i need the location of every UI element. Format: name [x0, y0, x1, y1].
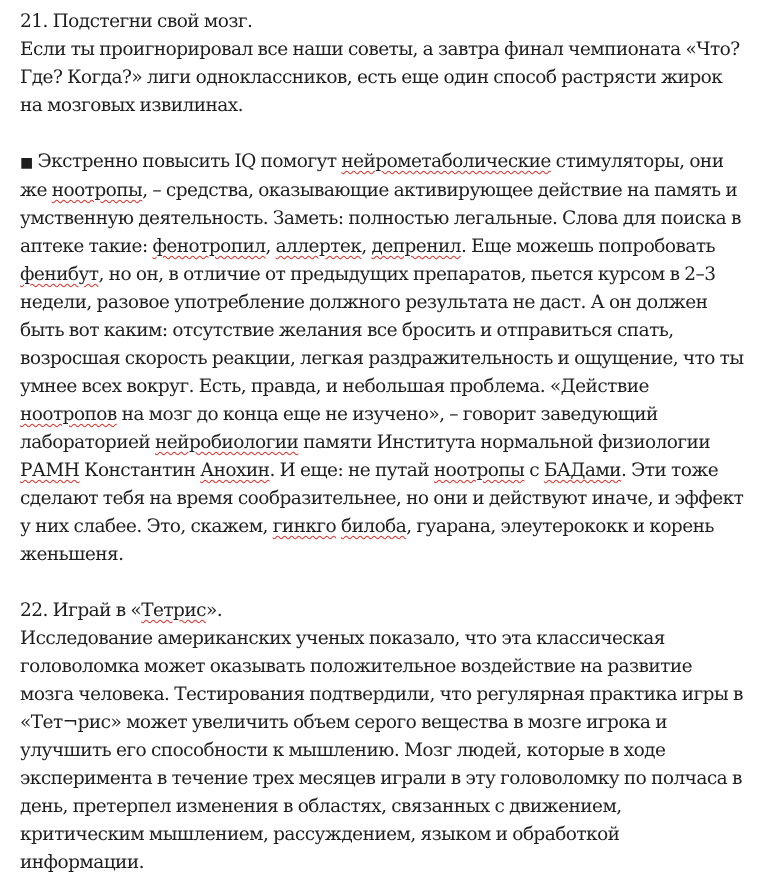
spellcheck-flagged-word: гинкго — [272, 516, 337, 537]
text-run: , — [265, 236, 276, 257]
section-22-body: Исследование американских ученых показало, что эта классическая головоломка может оказывать положительное воздействие на развитие мозга человека. Тестирования подтвердили, что регулярная практика игры в «Тет¬рис» может увеличить объем серого вещества в мозге игрока и улучшить его способности к мышлению. Мозг людей, которые в ходе эксперимента в течение трех месяцев играли в эту головоломку по полчаса в день, претерпел изменения в областях, связанных с движением, критическим мышлением, рассуждением, языком и обработкой информации. — [20, 628, 743, 873]
text-run: ». — [205, 600, 223, 621]
section-21-heading: 21. Подстегни свой мозг. — [20, 11, 253, 32]
spellcheck-flagged-word: ноотропы — [51, 180, 143, 201]
spellcheck-flagged-word: БАДами — [543, 460, 621, 481]
spellcheck-flagged-word: билоба — [341, 516, 407, 537]
text-run: Константин — [79, 460, 201, 481]
text-run: . Эти тоже сделают тебя на время сообразительнее, но они и действуют иначе, и эффект у них слабее. Это, скажем, — [20, 460, 744, 537]
paragraph-gap — [20, 569, 744, 597]
section-21-bullet — [20, 148, 744, 569]
text-run: 22. Играй в « — [20, 600, 142, 621]
spellcheck-flagged-word: нейробиологии — [155, 432, 299, 453]
spellcheck-flagged-word: аллертек — [275, 236, 362, 257]
text-run: , гуарана, элеутерококк и корень женьшеня. — [20, 516, 714, 565]
section-21-body — [20, 148, 744, 569]
text-run: памяти Института нормальной физиологии — [298, 432, 711, 453]
spellcheck-flagged-word: ноотропы — [433, 460, 525, 481]
section-21-body-text — [20, 151, 744, 565]
spellcheck-flagged-word: депренил — [371, 236, 461, 257]
text-run: , — [361, 236, 372, 257]
text-run: . Еще можешь попробовать — [460, 236, 716, 257]
bullet-square-icon: ■ — [20, 155, 33, 171]
text-run: Экстренно повысить IQ помогут — [32, 151, 342, 172]
spellcheck-flagged-word: фенотропил — [152, 236, 266, 257]
paragraph-gap — [20, 120, 744, 148]
spellcheck-flagged-word: РАМН — [20, 460, 80, 481]
spellcheck-flagged-word: фенибут — [20, 264, 99, 285]
text-run: , но он, в отличие от предыдущих препаратов, пьется курсом в 2–3 недели, разовое употребление должного результата не даст. А он должен быть вот каким: отсутствие желания все бросить и отправиться спать, возросшая скорость реакции, легкая раздражительность и ощущение, что ты умнее всех вокруг. Есть, правда, и небольшая проблема. «Действие — [20, 264, 744, 397]
text-run: с — [524, 460, 544, 481]
text-run: , – средства, оказывающие активирующее действие на память и умственную деятельность. Заметь: полностью легальные. Слова для поиска в аптеке такие: — [20, 180, 741, 257]
spellcheck-flagged-word: Тетрис — [141, 600, 206, 621]
spellcheck-flagged-word: ноотропов — [20, 404, 117, 425]
spellcheck-flagged-word: нейрометаболические — [341, 151, 551, 172]
text-run: . И еще: не путай — [269, 460, 434, 481]
section-22 — [20, 597, 744, 877]
section-22-heading — [20, 597, 744, 625]
section-21-intro: Если ты проигнорировал все наши советы, а завтра финал чемпионата «Что? Где? Когда?» лиги одноклассников, есть еще один способ растрясти жирок на мозговых извилинах. — [20, 39, 740, 116]
section-21 — [20, 8, 744, 120]
text-run: на мозг до конца еще не изучено», – говорит заведующий лабораторией — [20, 404, 658, 453]
spellcheck-flagged-word: Анохин — [200, 460, 270, 481]
text-run: стимуляторы, они же — [20, 151, 724, 201]
